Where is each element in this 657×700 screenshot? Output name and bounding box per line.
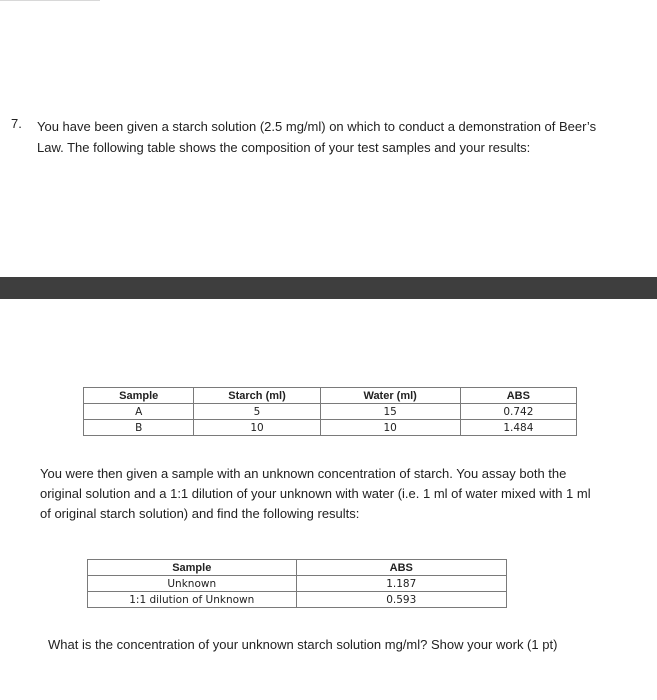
table-header-row <box>88 560 507 576</box>
header-abs: ABS <box>296 560 506 576</box>
cell-abs: 1.484 <box>460 420 576 436</box>
top-divider <box>0 0 100 1</box>
header-water: Water (ml) <box>320 388 460 404</box>
table-row <box>84 404 577 420</box>
cell-abs: 0.742 <box>460 404 576 420</box>
header-sample: Sample <box>88 560 297 576</box>
cell-sample: A <box>84 404 194 420</box>
unknown-results-table <box>87 559 507 608</box>
header-starch: Starch (ml) <box>194 388 320 404</box>
question-text: You have been given a starch solution (2.5 mg/ml) on which to conduct a demonstration of Beer’s Law. The following table shows the composition of your test samples and your results: <box>37 119 597 155</box>
header-sample: Sample <box>84 388 194 404</box>
cell-abs: 0.593 <box>296 592 506 608</box>
table-row <box>88 576 507 592</box>
cell-water: 10 <box>320 420 460 436</box>
cell-starch: 5 <box>194 404 320 420</box>
cell-sample: B <box>84 420 194 436</box>
cell-sample: 1:1 dilution of Unknown <box>88 592 297 608</box>
redaction-bar <box>0 277 657 299</box>
cell-sample: Unknown <box>88 576 297 592</box>
header-abs: ABS <box>460 388 576 404</box>
table-row <box>88 592 507 608</box>
cell-water: 15 <box>320 404 460 420</box>
cell-starch: 10 <box>194 420 320 436</box>
question-number: 7. <box>11 116 22 131</box>
samples-table <box>83 387 577 436</box>
table-header-row <box>84 388 577 404</box>
table-row <box>84 420 577 436</box>
unknown-sample-paragraph: You were then given a sample with an unknown concentration of starch. You assay both the original solution and a 1:1 dilution of your unknown with water (i.e. 1 ml of water mixed with 1 ml of original starch solution) and find the following results: <box>40 466 591 521</box>
cell-abs: 1.187 <box>296 576 506 592</box>
final-question: What is the concentration of your unknown starch solution mg/ml? Show your work (1 pt) <box>48 637 558 652</box>
